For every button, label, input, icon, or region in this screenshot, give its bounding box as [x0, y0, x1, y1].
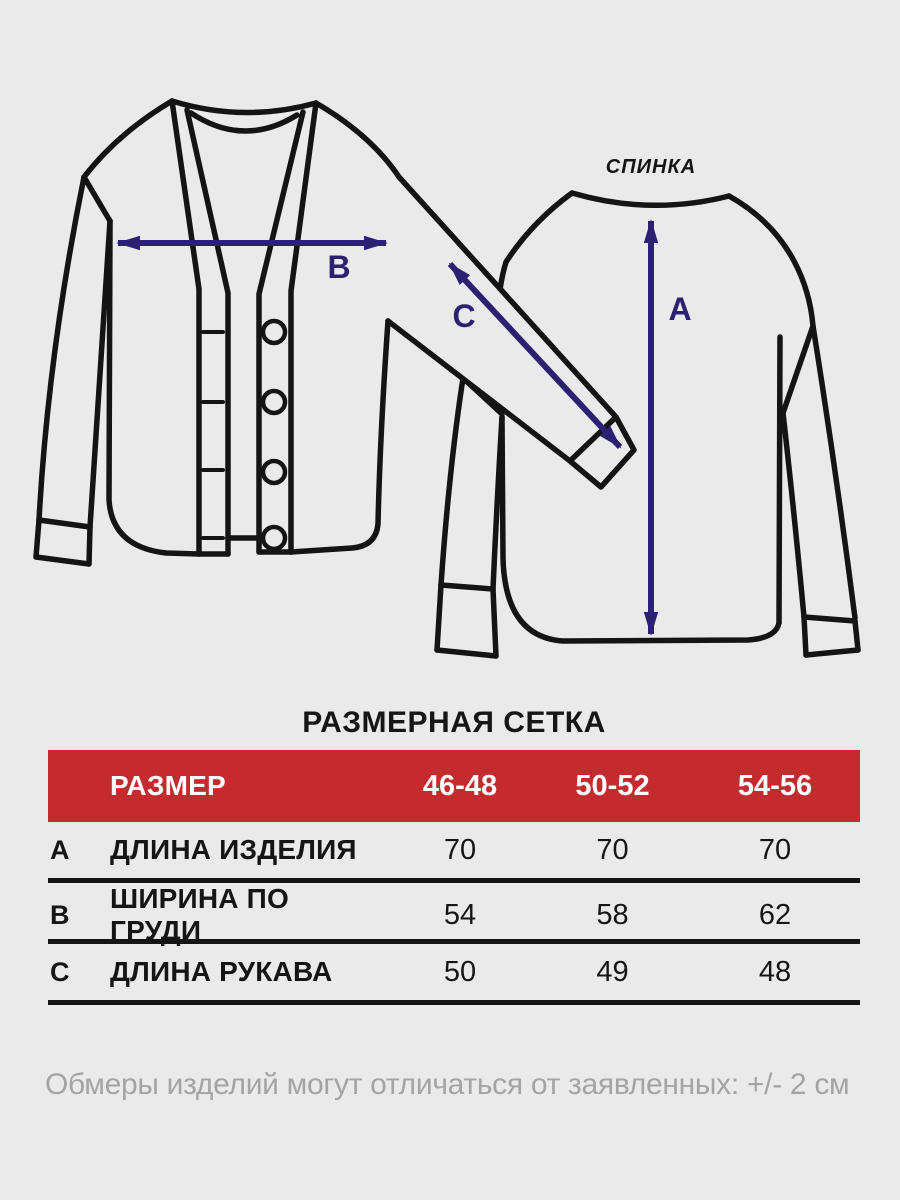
header-size-range: 50-52: [575, 769, 650, 802]
row-value: 48: [758, 955, 792, 988]
row-value: 70: [443, 833, 477, 866]
row-value: 49: [596, 955, 629, 988]
row-value: 50: [443, 955, 477, 988]
tolerance-note: Обмеры изделий могут отличаться от заявленных: +/- 2 см: [45, 1068, 850, 1101]
row-label: ДЛИНА ИЗДЕЛИЯ: [110, 834, 357, 865]
row-label: ДЛИНА РУКАВА: [110, 956, 333, 987]
header-size-range: 46-48: [422, 769, 498, 802]
table-row: [48, 822, 860, 883]
row-value: 70: [596, 833, 629, 866]
table-row: [48, 883, 860, 944]
row-value: 62: [758, 898, 792, 931]
table-header-row: [48, 750, 860, 822]
button-icon: [263, 321, 285, 343]
row-label: ШИРИНА ПО ГРУДИ: [110, 883, 289, 946]
row-value: 54: [443, 898, 477, 931]
header-size-range: 54-56: [737, 769, 813, 802]
row-value: 58: [596, 898, 629, 931]
measure-label-c: C: [452, 298, 476, 334]
size-table: [48, 750, 860, 1005]
row-value: 70: [758, 833, 792, 866]
buttonhole-dashes: [203, 332, 223, 538]
front-view-drawing: [36, 101, 634, 564]
measure-label-a: A: [668, 291, 692, 327]
back-view-drawing: [437, 193, 858, 656]
measure-label-b: B: [327, 249, 351, 285]
page-title: РАЗМЕРНАЯ СЕТКА: [302, 706, 606, 739]
back-view-label: СПИНКА: [605, 156, 697, 178]
button-icon: [263, 527, 285, 549]
row-letter: C: [50, 956, 70, 987]
row-letter: A: [50, 834, 70, 865]
row-letter: B: [50, 899, 70, 930]
button-icon: [263, 461, 285, 483]
table-row: [48, 944, 860, 1005]
button-icon: [263, 391, 285, 413]
header-size-label: РАЗМЕР: [110, 770, 226, 801]
